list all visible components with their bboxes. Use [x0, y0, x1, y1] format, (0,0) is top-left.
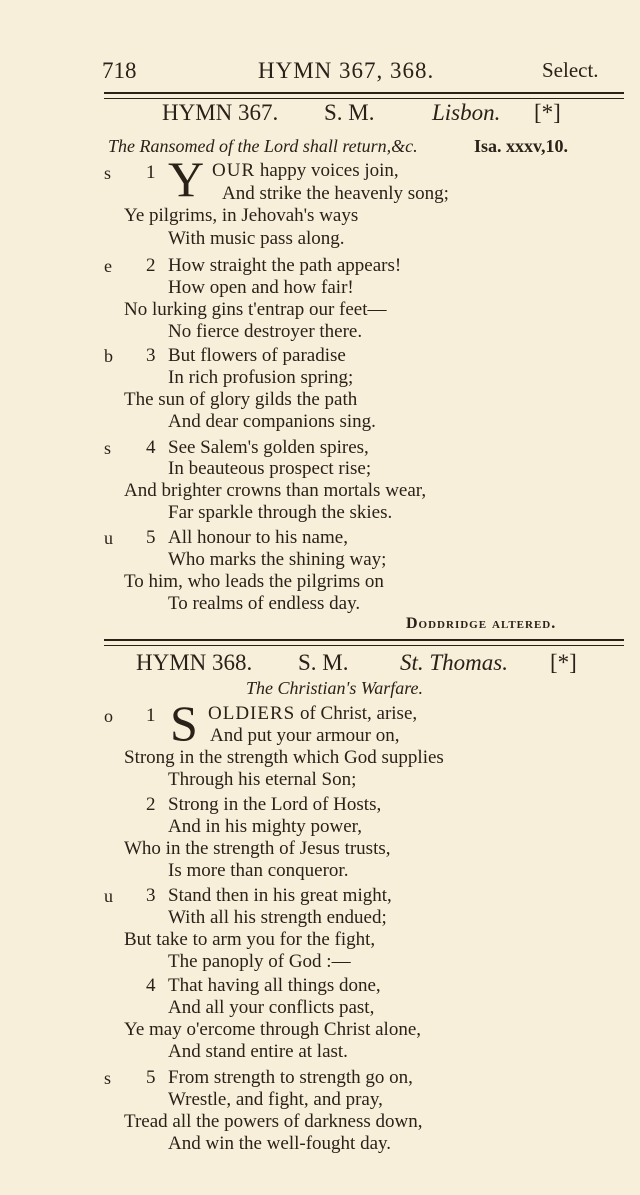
verse-mark: u: [104, 886, 113, 906]
verse-line: And put your armour on,: [210, 725, 400, 746]
verse-line: Who in the strength of Jesus trusts,: [124, 838, 391, 859]
subtitle-text: The Ransomed of the Lord shall return,&c.: [108, 136, 418, 156]
hymn-star: [*]: [550, 650, 577, 675]
verse-line: Far sparkle through the skies.: [168, 502, 393, 523]
verse-mark: u: [104, 528, 113, 548]
verse-line: Stand then in his great might,: [168, 885, 392, 906]
verse-line: And all your conflicts past,: [168, 997, 375, 1018]
drop-cap: S: [170, 695, 198, 751]
verse-line: In beauteous prospect rise;: [168, 458, 372, 479]
verse-line: From strength to strength go on,: [168, 1067, 413, 1088]
verse-line: No fierce destroyer there.: [168, 321, 363, 342]
verse-line: And stand entire at last.: [168, 1041, 348, 1062]
verse-line: And strike the heavenly song;: [222, 183, 449, 204]
section-label: Select.: [542, 58, 599, 82]
attribution: Doddridge altered.: [406, 615, 557, 632]
verse-number: 5: [146, 527, 156, 548]
verse-line: And in his mighty power,: [168, 816, 362, 837]
hymn-meter: S. M.: [324, 100, 375, 125]
hymn-tune: St. Thomas.: [400, 650, 508, 675]
hymn-tune: Lisbon.: [432, 100, 501, 125]
verse-line: How open and how fair!: [168, 277, 354, 298]
running-title: HYMN 367, 368.: [258, 58, 435, 83]
verse-line: No lurking gins t'entrap our feet—: [124, 299, 387, 320]
hymn-separator-rule: [104, 639, 624, 646]
verse-line: OLDIERS of Christ, arise,: [208, 703, 418, 724]
verse-mark: s: [104, 438, 112, 458]
verse-line: Who marks the shining way;: [168, 549, 387, 570]
verse-number: 3: [146, 885, 156, 906]
verse-line: Ye may o'ercome through Christ alone,: [124, 1019, 421, 1040]
verse-line: And win the well-fought day.: [168, 1133, 392, 1154]
verse-line: With music pass along.: [168, 228, 345, 249]
verse-line: The sun of glory gilds the path: [124, 389, 358, 410]
verse-line: And brighter crowns than mortals wear,: [124, 480, 427, 501]
verse-line: That having all things done,: [168, 975, 381, 996]
verse-number: 4: [146, 975, 156, 996]
verse-number: 1: [146, 705, 156, 726]
verse-mark: e: [104, 256, 112, 276]
page-number: 718: [102, 58, 137, 83]
verse-line: But flowers of paradise: [168, 345, 346, 366]
verse-line: Strong in the strength which God supplies: [124, 747, 444, 768]
verse-number: 5: [146, 1067, 156, 1088]
verse-line: See Salem's golden spires,: [168, 437, 369, 458]
verse-line: Through his eternal Son;: [168, 769, 357, 790]
verse-line: How straight the path appears!: [168, 255, 402, 276]
verse-line: Is more than conqueror.: [168, 860, 349, 881]
verse-line: To him, who leads the pilgrims on: [124, 571, 384, 592]
verse-mark: o: [104, 706, 113, 726]
verse-line: Ye pilgrims, in Jehovah's ways: [124, 205, 359, 226]
verse-line: OUR happy voices join,: [212, 160, 399, 181]
verse-number: 1: [146, 162, 156, 183]
hymn-number: HYMN 368.: [136, 650, 253, 675]
verse-line: Strong in the Lord of Hosts,: [168, 794, 382, 815]
running-head: [0, 58, 640, 92]
hymn-meter: S. M.: [298, 650, 349, 675]
verse-line: In rich profusion spring;: [168, 367, 354, 388]
verse-line: To realms of endless day.: [168, 593, 361, 614]
scripture-reference: Isa. xxxv,10.: [474, 136, 569, 156]
verse-line: Wrestle, and fight, and pray,: [168, 1089, 383, 1110]
verse-number: 2: [146, 794, 156, 815]
subtitle-text: The Christian's Warfare.: [246, 678, 424, 698]
verse-line: The panoply of God :—: [168, 951, 351, 972]
verse-number: 4: [146, 437, 156, 458]
hymn-number: HYMN 367.: [162, 100, 279, 125]
verse-number: 2: [146, 255, 156, 276]
verse-line: But take to arm you for the fight,: [124, 929, 376, 950]
hymn-star: [*]: [534, 100, 561, 125]
drop-cap: Y: [168, 151, 205, 207]
verse-mark: s: [104, 163, 112, 183]
verse-line: With all his strength endued;: [168, 907, 387, 928]
header-rule: [104, 92, 624, 99]
verse-line: And dear companions sing.: [168, 411, 376, 432]
verse-number: 3: [146, 345, 156, 366]
verse-mark: s: [104, 1068, 112, 1088]
verse-line: All honour to his name,: [168, 527, 348, 548]
verse-mark: b: [104, 346, 113, 366]
verse-line: Tread all the powers of darkness down,: [124, 1111, 423, 1132]
